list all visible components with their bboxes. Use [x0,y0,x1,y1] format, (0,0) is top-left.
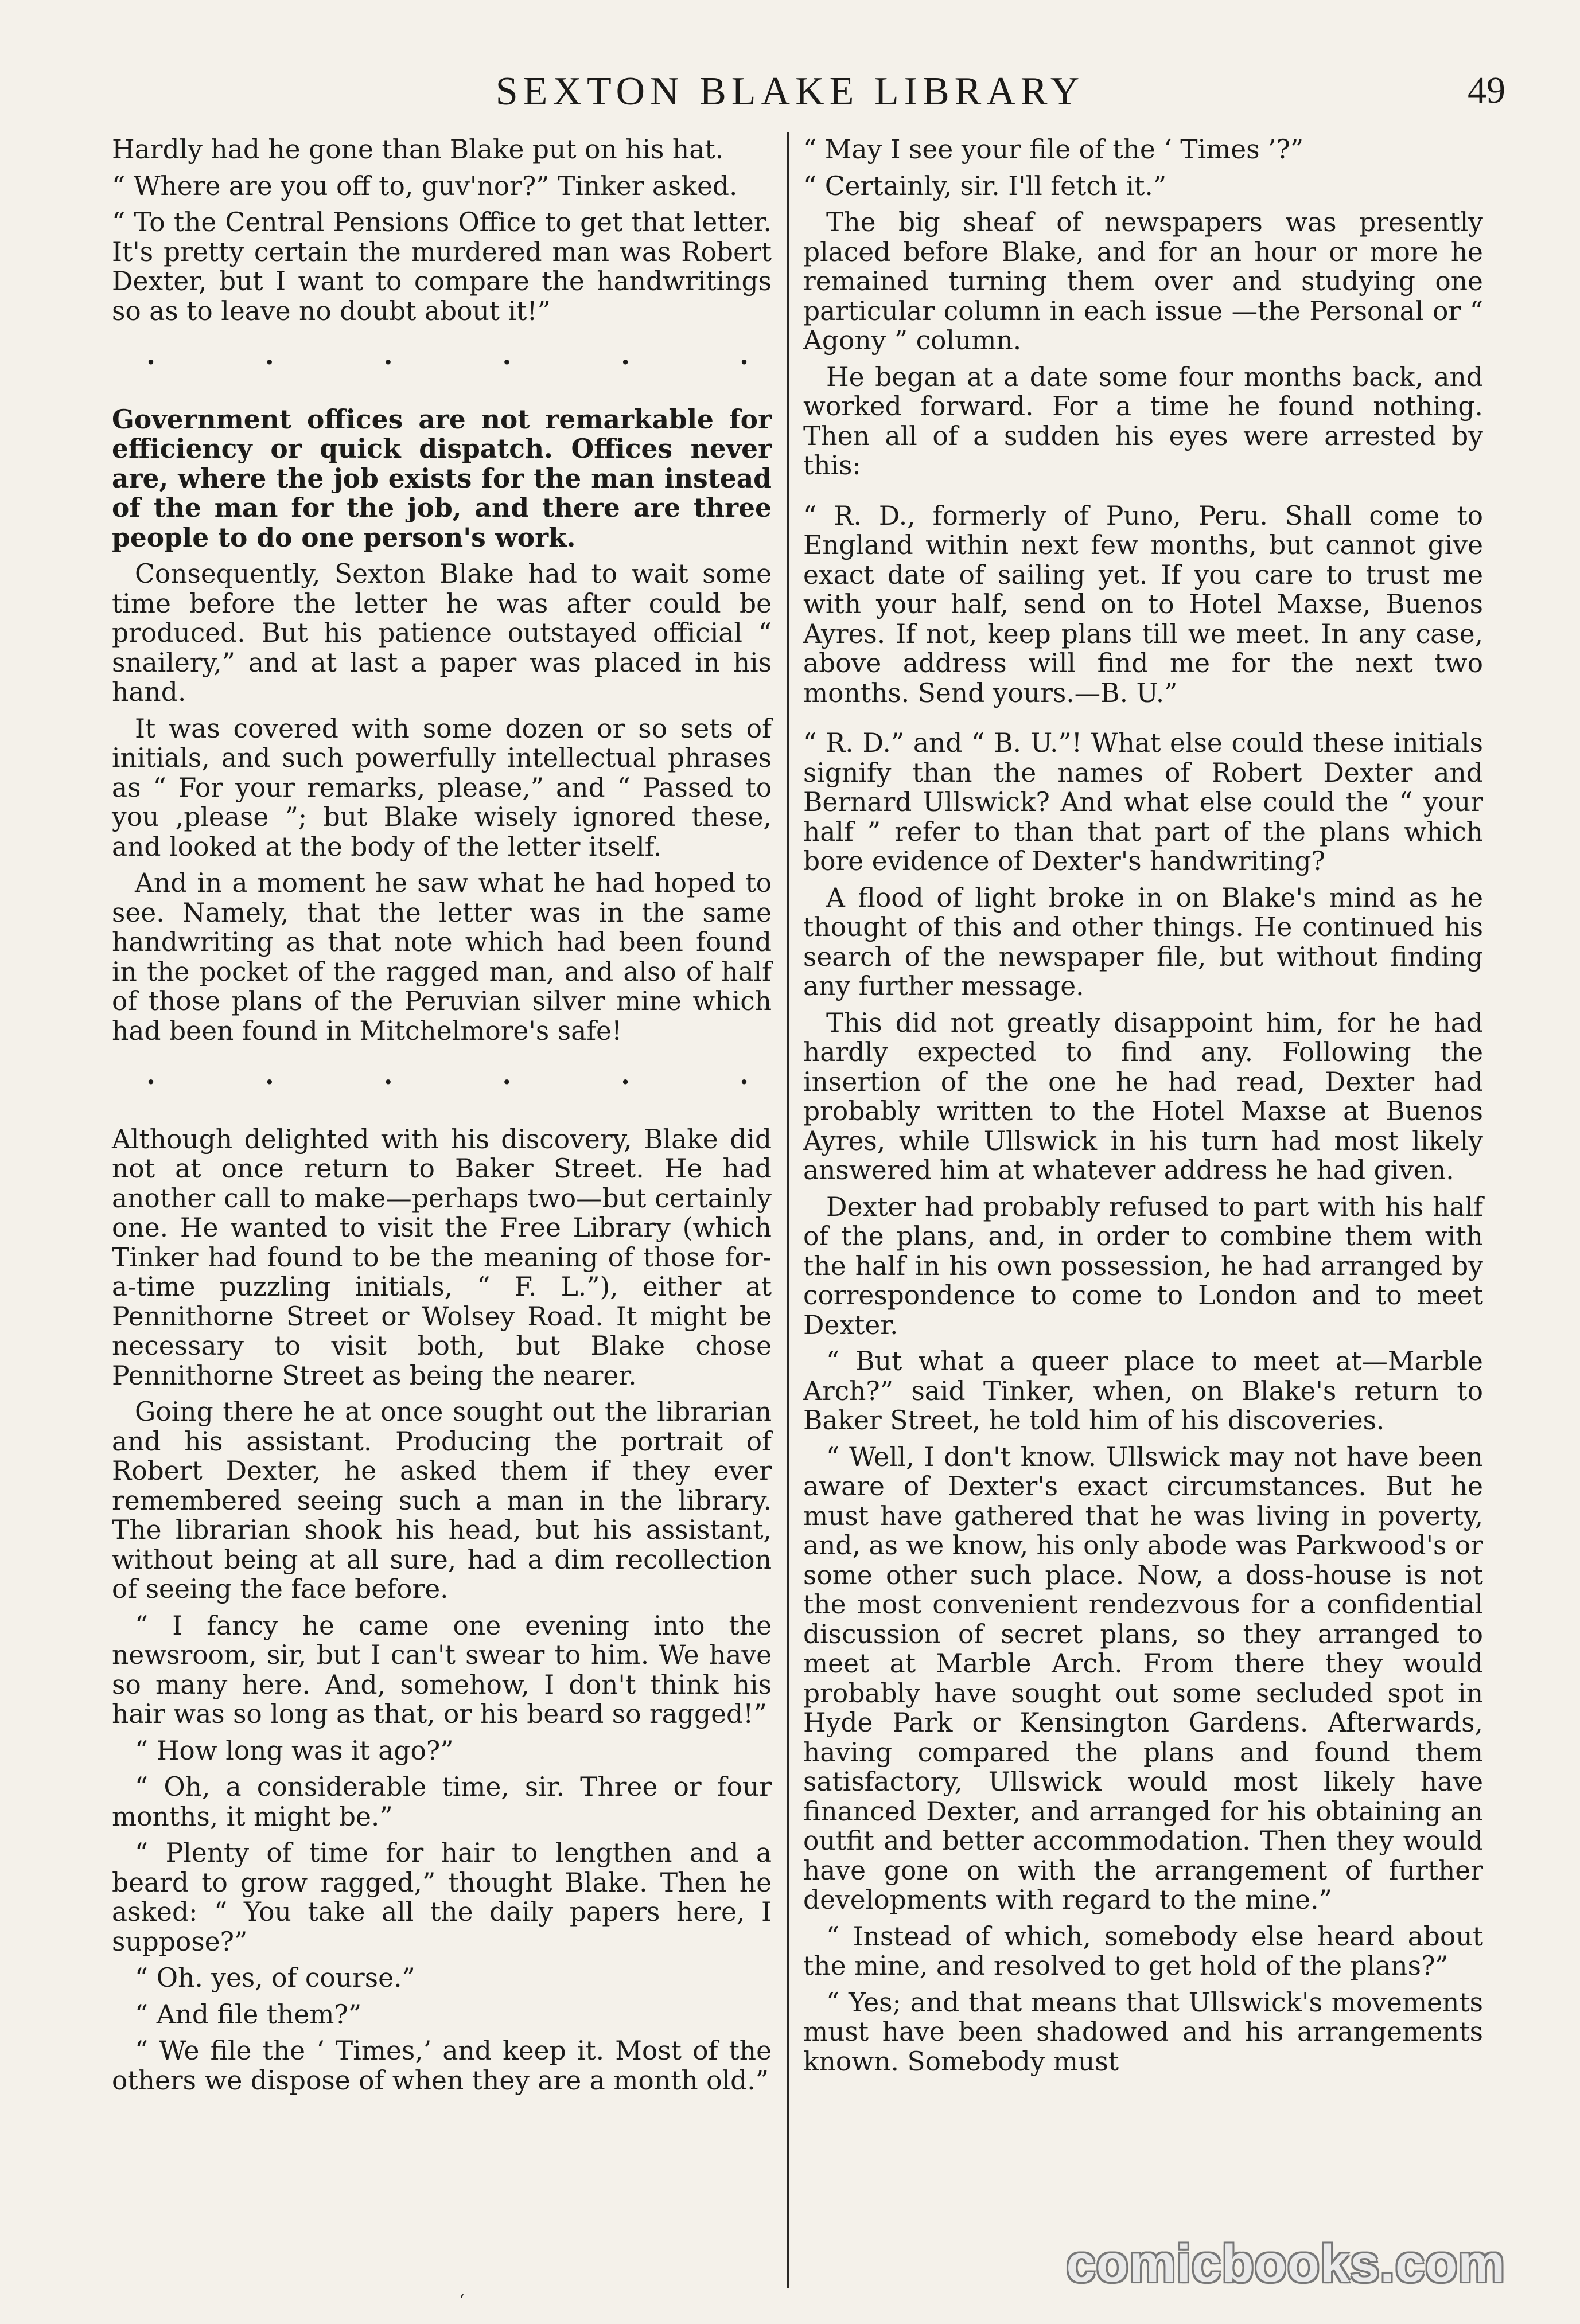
paragraph: “ Plenty of time for hair to lengthen and a beard to grow ragged,” thought Blake. Then he asked: “ You take all the daily papers here, I suppose?” [112,1838,772,1957]
paragraph: And in a moment he saw what he had hoped to see. Namely, that the letter was in the same handwriting as that note which had been found in the pocket of the ragged man, and also of half of those plans of the Peruvian silver mine which had been found in Mitchelmore's safe! [112,868,772,1046]
section-break-dots: . . . . . . [146,1059,749,1090]
paragraph: A flood of light broke in on Blake's mind as he thought of this and other things. He continued his search of the newspaper file, but without finding any further message. [803,882,1483,1001]
paragraph: “ R. D.” and “ B. U.”! What else could these initials signify than the names of Robert Dexter and Bernard Ullswick? And what else could the “ your half ” refer to than that part of the plans which bore evidence of Dexter's handwriting? [803,728,1483,876]
left-column [112,135,772,2102]
page-number: 49 [1468,69,1505,111]
paragraph: “ And file them?” [135,1999,362,2030]
paragraph: “ But what a queer place to meet at—Marble Arch?” said Tinker, when, on Blake's return to Baker Street, he told him of his discoveries. [803,1346,1483,1436]
paragraph: He began at a date some four months back, and worked forward. For a time he found nothing. Then all of a sudden his eyes were arrested by this: [803,361,1483,481]
advertisement-quote: “ R. D., formerly of Puno, Peru. Shall come to England within next few months, but cannot give exact date of sailing yet. If you care to trust me with your half, send on to Hotel Maxse, Buenos Ayres. If not, keep plans till we meet. In any case, above address will find me for the next two months. Send yours.—B. U.” [803,500,1483,708]
paragraph: It was covered with some dozen or so sets of initials, and such powerfully intellectual phrases as “ For your remarks, please,” and “ Passed to you ,please ”; but Blake wisely ignored these, and looked at the body of the letter itself. [112,713,772,862]
paragraph: Consequently, Sexton Blake had to wait some time before the letter he was after could be produced. But his patience outstayed official “ snailery,” and at last a paper was placed in his hand. [112,559,772,707]
paragraph: “ Yes; and that means that Ullswick's movements must have been shadowed and his arrangements known. Somebody must [803,1987,1483,2077]
paragraph: Hardly had he gone than Blake put on his hat. [112,134,724,165]
paragraph: Although delighted with his discovery, Blake did not at once return to Baker Street. He had another call to make—perhaps two—but certainly one. He wanted to visit the Free Library (which Tinker had found to be the meaning of those for-a-time puzzling initials, “ F. L.”), either at Pennithorne Street or Wolsey Road. It might be necessary to visit both, but Blake chose Pennithorne Street as being the nearer. [112,1124,772,1391]
paragraph: Government offices are not remarkable for efficiency or quick dispatch. Offices never are, where the job exists for the man instead of the man for the job, and there are three people to do one person's work. [112,403,772,553]
footer-mark: ‘ [459,2291,465,2311]
paragraph: “ Instead of which, somebody else heard about the mine, and resolved to get hold of the plans?” [803,1921,1483,1981]
paragraph: “ To the Central Pensions Office to get that letter. It's pretty certain the murdered man was Robert Dexter, but I want to compare the handwritings so as to leave no doubt about it!” [112,207,772,326]
paragraph: “ Well, I don't know. Ullswick may not have been aware of Dexter's exact circumstances. But he must have gathered that he was living in poverty, and, as we know, his only abode was Parkwood's or some other such place. Now, a doss-house is not the most convenient rendezvous for a confidential discussion of secret plans, so they arranged to meet at Marble Arch. From there they would probably have sought out some secluded spot in Hyde Park or Kensington Gardens. Afterwards, having compared the plans and found them satisfactory, Ullswick would most likely have financed Dexter, and arranged for his obtaining an outfit and better accommodation. Then they would have gone on with the arrangement of further developments with regard to the mine.” [803,1441,1483,1915]
right-column [803,135,1483,2083]
section-break-dots: . . . . . . [146,340,749,371]
paragraph: “ Oh, a considerable time, sir. Three or four months, it might be.” [112,1772,772,1832]
paragraph: “ Certainly, sir. I'll fetch it.” [803,170,1167,201]
paragraph: “ Where are you off to, guv'nor?” Tinker asked. [112,170,738,201]
paragraph: “ We file the ‘ Times,’ and keep it. Most of the others we dispose of when they are a month old.” [112,2036,772,2096]
paragraph: “ May I see your file of the ‘ Times ’?” [803,134,1304,165]
column-divider [787,132,789,2288]
page-header [0,69,1580,138]
paragraph: “ I fancy he came one evening into the newsroom, sir, but I can't swear to him. We have so many here. And, somehow, I don't think his hair was so long as that, or his beard so ragged!” [112,1610,772,1729]
watermark-logo: comicbooks.com [1066,2235,1505,2293]
paragraph: “ Oh. yes, of course.” [135,1963,415,1993]
running-title: SEXTON BLAKE LIBRARY [495,69,1085,114]
paragraph: Going there he at once sought out the librarian and his assistant. Producing the portrait of Robert Dexter, he asked them if they ever remembered seeing such a man in the library. The librarian shook his head, but his assistant, without being at all sure, had a dim recollection of seeing the face before. [112,1397,772,1604]
paragraph: This did not greatly disappoint him, for he had hardly expected to find any. Following the insertion of the one he had read, Dexter had probably written to the Hotel Maxse at Buenos Ayres, while Ullswick in his turn had most likely answered him at whatever address he had given. [803,1007,1483,1186]
paragraph: “ How long was it ago?” [135,1735,454,1766]
paragraph: Dexter had probably refused to part with his half of the plans, and, in order to combine them with the half in his own possession, he had arranged by correspondence to come to London and to meet Dexter. [803,1191,1483,1340]
paragraph: The big sheaf of newspapers was presently placed before Blake, and for an hour or more he remained turning them over and studying one particular column in each issue —the Personal or “ Agony ” column. [803,207,1483,356]
